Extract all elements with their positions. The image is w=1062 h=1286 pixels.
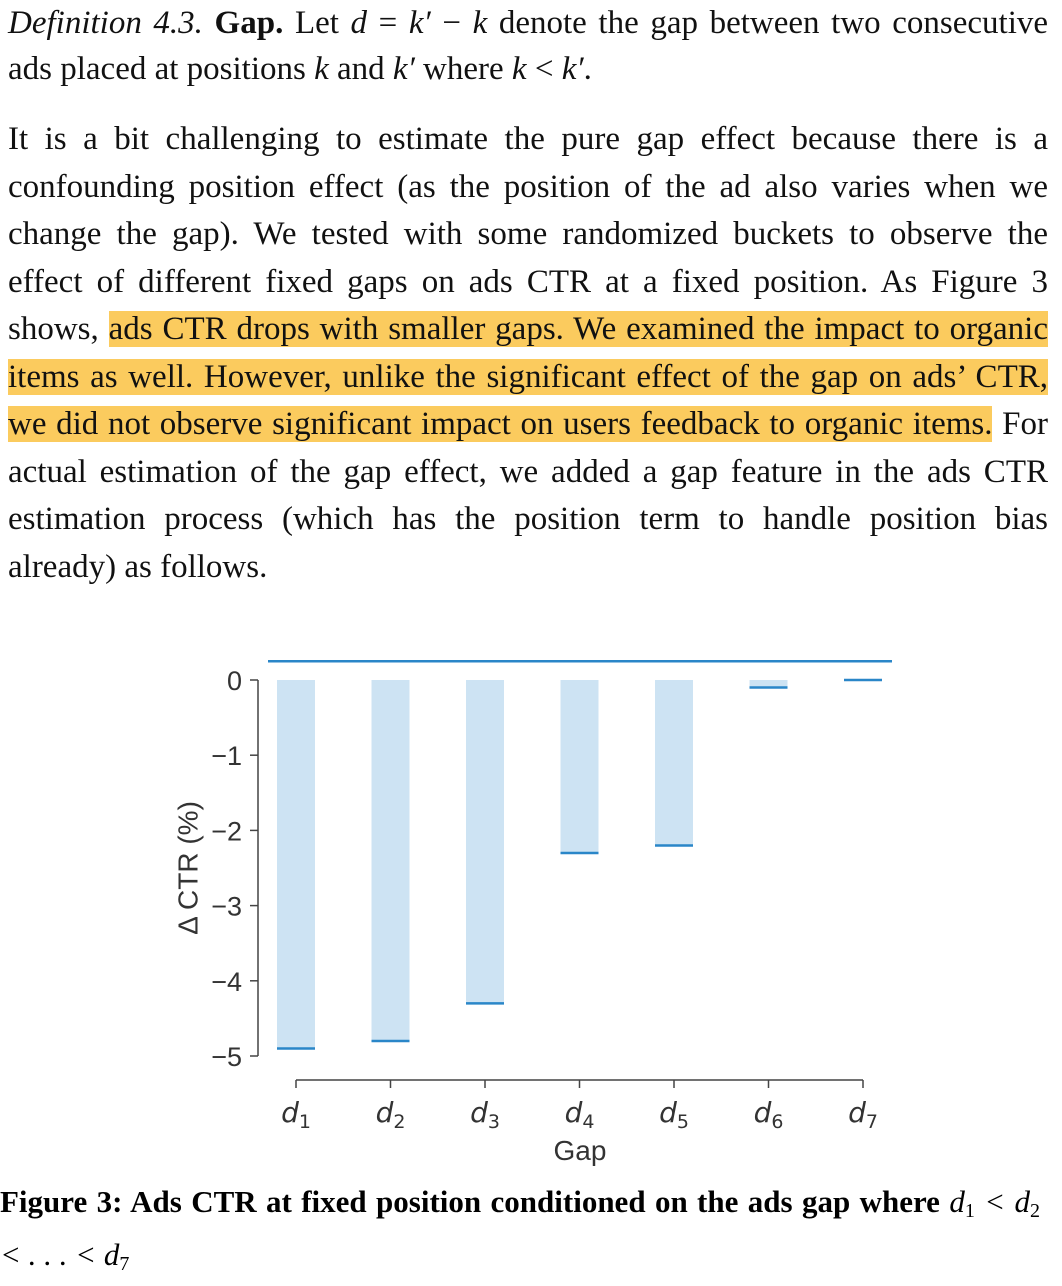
y-tick-label: −2 [211,816,242,847]
x-tick-label-d5: $d_5$ [659,1096,689,1133]
definition-period: . [583,51,592,87]
caption-lt-3: < [75,1237,97,1272]
caption-d1: $d_1$ [949,1184,975,1222]
definition-and: and [337,51,385,87]
bar-d3 [466,680,504,1003]
bar-d5 [655,680,693,845]
figure-caption [0,1180,1040,1286]
math-k-prime: k′ [408,5,431,41]
math-cond-k: k [511,51,527,87]
bar-d2 [372,680,410,1041]
definition-term: Gap. [214,5,284,41]
caption-d7: $d_7$ [103,1237,130,1275]
math-pos-k: k [314,51,329,87]
y-tick-label: −1 [211,741,242,772]
math-lt: < [534,51,554,87]
gap-ctr-chart [0,640,1040,1170]
x-tick-label-d7: $d_7$ [848,1096,878,1133]
x-tick-label-d3: $d_3$ [470,1096,500,1133]
y-tick-label: −5 [211,1042,242,1072]
body-paragraph [8,116,1048,591]
x-tick-label-d1: $d_1$ [281,1096,311,1133]
x-tick-label-d2: $d_2$ [375,1096,406,1133]
y-tick-label: 0 [226,666,242,696]
paper-page [8,0,1048,591]
paragraph-after: For actual estimation of the gap effect, we added a gap feature in the ads CTR estimation process (which has the position term to handle position bias already) as follows. [8,406,1048,585]
x-axis-label: Gap [553,1135,607,1166]
caption-label: Figure 3: [0,1184,123,1219]
highlighted-text: ads CTR drops with smaller gaps. We examined the impact to organic items as well. However, unlike the significant effect of the gap on ads’ CTR, we did not observe significant impact on users feedback to organic items. [8,311,1048,442]
caption-d2: $d_2$ [1014,1184,1041,1222]
math-k: k [472,5,488,41]
math-minus: − [442,5,461,41]
definition-text-before: Let [294,5,339,41]
math-d: d [350,5,368,41]
definition-4-3 [8,0,1048,92]
caption-lt-1: < [984,1184,1006,1219]
y-tick-label: −4 [211,966,242,997]
bar-d1 [277,680,315,1048]
caption-text: Ads CTR at fixed position conditioned on the ads gap where [130,1184,940,1219]
y-tick-label: −3 [211,891,242,922]
caption-ellipsis: . . . [28,1237,68,1272]
y-axis-label: Δ CTR (%) [172,801,204,935]
x-tick-label-d4: $d_4$ [564,1096,595,1133]
definition-text-mid: denote the gap between two consecutive ads placed at positions [8,5,1049,87]
x-tick-label-d6: $d_6$ [753,1096,784,1133]
math-pos-k-prime: k′ [392,51,415,87]
paragraph-before: It is a bit challenging to estimate the pure gap effect because there is a confounding position effect (as the position of the ad also varies when we change the gap). We tested with some randomized buckets to observe the effect of different fixed gaps on ads CTR at a fixed position. As Figure 3 shows, [8,121,1048,347]
caption-lt-2: < [0,1237,21,1272]
figure-3 [0,640,1040,1170]
definition-where: where [423,51,504,87]
bar-d4 [561,680,599,853]
math-cond-k-prime: k′ [561,51,584,87]
math-equals: = [378,5,398,41]
definition-label: Definition 4.3. [8,5,203,41]
